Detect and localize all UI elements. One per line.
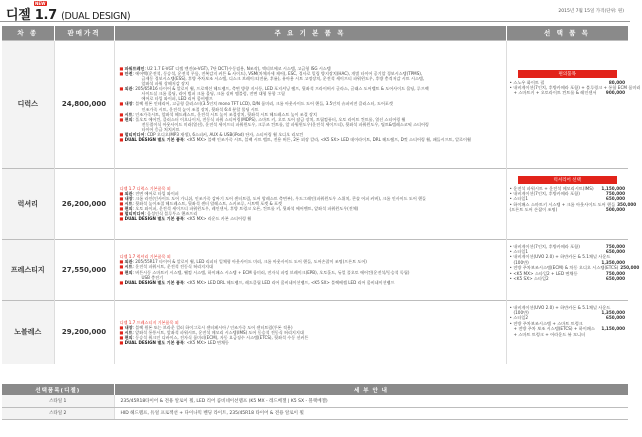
bullet-icon: ■ (119, 137, 125, 143)
option-name: • 하이패스 스마트키 시스템 + 크롬 아웃사이드 도어 핸들 (509, 201, 616, 207)
spec-label: DUAL DESIGN 별도 기본 품목 (124, 339, 184, 345)
option-name: (프론트 도어 손잡이 조명) (509, 207, 558, 213)
page-header (0, 0, 630, 22)
spec-text: : 앞좌석 통풍시트, 앞좌석 파워시트, 운전석 메모리 시스템(IMS) 도어 동승석 전동식 허리지지대 (132, 329, 304, 335)
spec-line (120, 137, 503, 142)
option-price: 1,150,000 (601, 326, 625, 332)
price-date-note: 2015년 7월 15일 가격(단위: 원) (558, 9, 624, 14)
spec-text: : 205/65R16 타이어 & 알로이 휠, 프로젝션 헤드램프, 측면 방향 지시등, LED 포지셔닝 램프, 뒷좌석 프라이버시 글라스, 글래스 도어벨트 & 도어사이드 몰딩, 루프랙 (132, 86, 429, 92)
trim-row (2, 300, 628, 364)
spec-text: : 풀오토 에어컨, 클러스터 이오나이저, 전동식 파워 스티어링(MDPS), 스마트 키, 오토 도어 잠금 장치, 트립컴퓨터, 오토 라이트 컨트롤, 열선 스티어링 휠 (132, 116, 406, 122)
spec-line (120, 340, 503, 345)
spec-text: : <K5 MX> 블랙 인조가죽 시트, 블랙 시트 벨트, 전용 버튼, 2톤 외장 칼라, <K5 SX> LED 데이라이트, DRL 헤드램프, D컷 스티어링 휠, 패들시프트, 알로이휠 (183, 137, 471, 143)
spec-label: 편의 (124, 269, 133, 275)
spec-label: 편의 (124, 334, 133, 340)
trim-name: 노블레스 (2, 300, 54, 364)
spec-text: : <K5 MX> LED DRL 헤드램프, 레드클립 LED 리어 콤비네이션램프, <K5 SX> 블랙베젤 LED 리어 콤비네이션램프 (183, 279, 395, 285)
col-header-trim: 차 종 (2, 26, 54, 40)
trim-row (2, 168, 628, 239)
bullet-icon: ■ (119, 70, 125, 76)
spec-label: 파워트레인 (124, 65, 145, 71)
option-name: • 운전석 파워시트 + 운전석 메모리시트(IMS) (509, 185, 594, 191)
trim-name: 프레스티지 (2, 239, 54, 300)
option-price: 350,000 (617, 201, 637, 207)
bullet-icon: ■ (119, 264, 125, 270)
spec-text: 급제동 경보시스템(ESS), 후방 주차보조 시스템, 디스크 브레이크(전륜, 후륜), 유아용 시트 고정장치, 운전석 세이프티 파워윈도우, 후방 충격저감 시트 시스템, (141, 75, 425, 81)
spec-label: 멀티미디어 (124, 132, 145, 138)
spec-label: 시트 (124, 329, 133, 335)
spec-line (120, 280, 503, 285)
option-name: • 스타일1 (509, 248, 529, 254)
spec-text: : 버튼시동 스마트키 시스템, 웰컴 시스템, 하이패스 시스템 + ECM 룸미러, 전자식 파킹 브레이크(EPB), 오토홀드, 듀얼 풀오토 에어컨(운전석/동승석 독립) (132, 269, 410, 275)
option-price: 500,000 (605, 207, 625, 213)
price-table (2, 26, 641, 364)
options-section-header: 편의품목 (518, 70, 618, 78)
table-header-row (2, 26, 628, 40)
trim-price: 29,200,000 (54, 300, 114, 364)
style-options-table (2, 384, 629, 420)
option-name: + 전방 주차 보조 시스템(ETCS) + 하이패스 (513, 326, 595, 332)
spec-label: 시트 (124, 200, 133, 206)
spec-section-header: 디젤 1.7 프레스티지 기본품목 외 (119, 319, 179, 325)
style-col-desc: 세 부 안 내 (114, 384, 628, 395)
spec-text: : 오토 와이퍼, 운전석 세이프티 파워윈도우, 레인센서, 후방 트렁크 오픈, 컨트롤 키, 뒷좌석 에어벤트, 앞좌석 파워윈도우(전체) (132, 206, 359, 212)
spec-label: 시트 (124, 264, 133, 270)
option-name: • <K5 SX> 스타일2 (509, 275, 549, 281)
spec-label: 내장 (124, 195, 133, 201)
option-price: 80,000 (608, 79, 625, 85)
trim-options (506, 40, 641, 168)
bullet-icon: ■ (119, 216, 125, 222)
trim-row (2, 40, 628, 168)
page-subtitle: (DUAL DESIGN) (61, 11, 131, 22)
bullet-icon: ■ (119, 132, 125, 138)
option-price: 750,000 (605, 243, 625, 249)
option-name: • 내비게이션(7인치, 후방카메라 포함) + 블루링크 + 통합 ECM 룸미러 (509, 84, 641, 90)
col-header-options: 선 택 품 목 (506, 26, 628, 40)
option-name: + 스마트 트렁크 + 어라운드 뷰 모니터 (513, 331, 586, 337)
option-name: • 내비게이션(7인치, 후방카메라 포함) (509, 243, 580, 249)
bullet-icon: ■ (119, 200, 125, 206)
option-price: 750,000 (605, 190, 625, 196)
bullet-icon: ■ (119, 206, 125, 212)
spec-text: 인조가죽 시트, 운전석 높이 조절 장치, 뒷좌석 6:4 분할 폴딩 시트 (141, 106, 259, 112)
spec-label: 시트 (124, 111, 133, 117)
spec-label: DUAL DESIGN 별도 기본 품목 (124, 279, 184, 285)
spec-text: : U2 1.7 E-VGT 디젤 엔진(e-VGT), 7단 DCT(수동겸용, N조작), 액티브에코 시스템, 고급형 ISG 시스템 (144, 65, 331, 71)
option-name: • 내비게이션(UVO 2.0) + 하만카돈 & 5.1채널 사운드 (509, 254, 611, 260)
style-name: 스타일 2 (2, 407, 114, 419)
trim-price: 26,200,000 (54, 168, 114, 239)
spec-label: 멀티미디어 (124, 211, 145, 217)
spec-text: : 인조가죽시트, 앞좌석 헤드레스트, 운전석 시트 높이 조절장치, 뒷좌석 시트 헤드레스트 높이 조절 장치 (132, 111, 317, 117)
option-item (510, 207, 626, 212)
trim-spec-list (114, 40, 506, 168)
option-name: • 내비게이션(UVO 2.0) + 하만카돈 & 5.1채널 사운드 (509, 304, 611, 310)
bullet-icon: ■ (119, 101, 125, 107)
spec-label: 편의 (124, 116, 133, 122)
bullet-icon: ■ (119, 195, 125, 201)
trim-price: 27,550,000 (54, 239, 114, 300)
spec-label: DUAL DESIGN 별도 기본 품목 (124, 137, 184, 143)
style-row (2, 395, 628, 407)
spec-text: 앞좌석 파워 상해저감 장치 (141, 81, 189, 87)
style-name: 스타일 1 (2, 395, 114, 407)
bullet-icon: ■ (119, 279, 125, 285)
trim-options (506, 300, 628, 364)
option-price: 1,350,000 (601, 309, 625, 315)
col-header-price: 판매가격 (54, 26, 114, 40)
spec-text: : 동승석 워크인 디바이스, 전자식 룸미러(ECM), 자동 요금징수 시스템(ETCS), 뒷좌석 수동 선커튼 (132, 334, 309, 340)
option-name: (100만) (513, 259, 529, 265)
spec-text: : 블랙 원톤 또는 브라운 컬러 하이그로시 센터페시아 / 인조가죽 도어 센터트림(투톤 적용) (132, 324, 293, 330)
new-badge: NEW (35, 1, 46, 6)
spec-text: : 음성인식 블루투스 핸즈프리 (144, 211, 198, 217)
options-section-header: 럭셔리어 선택 (518, 176, 618, 184)
bullet-icon: ■ (119, 211, 125, 217)
bullet-icon: ■ (119, 259, 125, 265)
spec-text: : 전면 에어로 타입 와이퍼 (132, 190, 179, 196)
style-table-header-row (2, 384, 628, 395)
option-price: 250,000 (620, 265, 640, 271)
spec-text: : 뒷좌석 높이조절 헤드레스트, 뒷좌석 센터 암레스트, 스키쓰루, 시트백 포켓 & 포켓 (132, 200, 282, 206)
bullet-icon: ■ (119, 86, 125, 92)
option-price (623, 332, 625, 337)
spec-text: 에어로 타입 와이퍼, LED 리어 콤비램프 (141, 96, 213, 102)
spec-label: 내장 (124, 324, 133, 330)
option-price: 900,000 (605, 90, 625, 96)
style-row (2, 407, 628, 419)
option-name: • <K5 MX> 스타일2 + LED 면채등 (509, 270, 578, 276)
bullet-icon: ■ (119, 324, 125, 330)
style-desc: HID 헤드램프, 듀얼 프로젝션 + 다이나믹 벤딩 라이트, 235/45R18 타이어 & 전용 알로이 휠 (114, 407, 628, 419)
spec-text: 타이어 응급 처치키트 (141, 126, 180, 132)
spec-section-header: 디젤 1.7 디럭스 기본품목 외 (119, 185, 171, 191)
option-price: 1,350,000 (601, 259, 625, 265)
spec-text: 전동접이식 아웃사이드 미러(열선), 운전석 세이프티 파워윈도우, 크루즈 컨트롤, 앞 파워윈도우(운전석 세이프티), 뒷좌석 파워윈도우, 틸트&텔레스코픽 스티어링 (141, 121, 429, 127)
option-price: 650,000 (605, 196, 625, 202)
bullet-icon: ■ (119, 65, 125, 71)
spec-text: : CDP 오디오(MP3 재생), 6스피커, AUX & USB(iPod) 단자, 스티어링 휠 오디오 리모컨 (144, 132, 304, 138)
option-item (510, 276, 626, 281)
option-item (510, 90, 626, 95)
style-col-name: 선택품목(디젤) (2, 384, 114, 395)
spec-text: : <K5 MX> LED 면채등 (183, 339, 229, 345)
option-name: • 스노우 화이트 펄 (509, 79, 545, 85)
spec-text: : <K5 MX> 라운드 카본 스티어링 휠 (183, 216, 252, 222)
spec-text: : 블랙 원톤 인테리어, 고급형 클러스터(3.5인치 mono TFT LCD), D/N 룸미러, 크롬 아웃사이드 도어 핸들, 3.5인치 슈퍼비전 클러스터, 도어포켓 (132, 101, 393, 107)
trim-options (506, 239, 640, 300)
option-name: + 스마트키 + 오토라이트 컨트롤 & 레인센서 (513, 90, 597, 96)
option-name: (100만) (513, 309, 529, 315)
option-name: • 전방 주차보조시스템(ECM) & 차동 오디오 시스템(ETCS) (509, 265, 619, 271)
option-name: • 내비게이션(7인치, 후방카메라 포함) (509, 190, 580, 196)
spec-text: : 에어백(운전석, 동승석, 운전석 무릎, 전복감지 커튼 & 사이드), VSM(차체자세 제어), ESC, 경사로 밀림 방지장치(HAC), 개별 타이어 공기압 경보시스템(TPMS), (132, 70, 423, 76)
spec-text: : 운전석 파워시트, 운전석 전동식 허리지지대 (132, 264, 213, 270)
spec-text: 사이드실 크롬 몰딩, 리어 범퍼 크롬 몰딩, 크롬 실버 엠블럼, 전면 대형 통합 그릴 (141, 91, 285, 97)
trim-name: 럭셔리 (2, 168, 54, 239)
option-price: 750,000 (605, 270, 625, 276)
spec-label: 외관 (124, 86, 133, 92)
option-name: • 전방 주차보조시스템 + 스마트 트렁크 (509, 320, 583, 326)
style-desc: 235/45R18타이어 & 전용 알로이 휠, LED 리어 콤비네이션램프 (K5 MX - 레드베젤 | K5 SX - 블랙베젤) (114, 395, 628, 407)
option-name: • 스타일2 (509, 315, 529, 321)
bullet-icon: ■ (119, 329, 125, 335)
bullet-icon: ■ (119, 190, 125, 196)
option-name: • 스타일1 (509, 196, 529, 202)
spec-label: 외관 (124, 190, 133, 196)
option-price: 650,000 (605, 275, 625, 281)
spec-section-header: 디젤 1.7 럭셔리 기본품목 외 (119, 254, 171, 260)
option-price: 650,000 (605, 248, 625, 254)
spec-text: : 205/55R17 타이어 & 알로이 휠, LED 리피터 일체형 아웃사이드 미러, 크롬 아웃사이드 도어 핸들, 도어손잡이 조명(프론트 도어) (132, 259, 367, 265)
bullet-icon: ■ (119, 116, 125, 122)
spec-label: 편의 (124, 206, 133, 212)
trim-spec-list (114, 239, 506, 300)
spec-text: USB 충전기 (141, 274, 164, 280)
spec-text: : 크롬 라인(인사이드 도어 가니쉬, 인조가죽 감싸기 도어 센터트림, 도어 암레스트 측면부), 우드그레인(파워윈도우 스위치, 콘솔 어퍼 커버), 크롬 인사이드 도어 핸들 (132, 195, 426, 201)
spec-label: 내장 (124, 101, 133, 107)
option-price: 1,150,000 (601, 185, 625, 191)
trim-spec-list (114, 300, 506, 364)
bullet-icon: ■ (119, 269, 125, 275)
trim-price: 24,800,000 (54, 40, 114, 168)
bullet-icon: ■ (119, 111, 125, 117)
col-header-spec: 주 요 기 본 품 목 (114, 26, 506, 40)
option-item (510, 332, 626, 337)
trim-row (2, 239, 628, 300)
trim-options (506, 168, 637, 239)
page-title: 디젤 1.7 (DUAL DESIGN) (6, 8, 131, 23)
spec-line (120, 216, 503, 221)
bullet-icon: ■ (119, 334, 125, 340)
spec-label: 외관 (124, 259, 133, 265)
trim-spec-list (114, 168, 506, 239)
spec-label: 안전 (124, 70, 133, 76)
spec-label: DUAL DESIGN 별도 기본 품목 (124, 216, 184, 222)
bullet-icon: ■ (119, 339, 125, 345)
trim-name: 디럭스 (2, 40, 54, 168)
option-price: 650,000 (605, 315, 625, 321)
